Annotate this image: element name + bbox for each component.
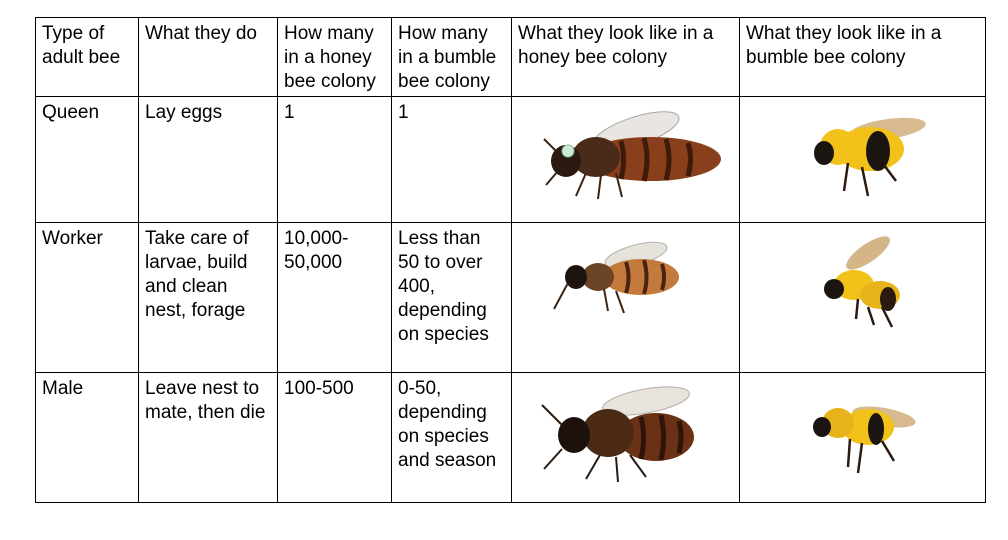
cell-bumble-count: Less than 50 to over 400, depending on species [392,223,512,373]
cell-honey-count: 100-500 [278,373,392,503]
table-row [36,373,986,503]
cell-honey-image [512,97,740,223]
cell-bumble-count: 1 [392,97,512,223]
bumble-bee-worker-image [808,227,918,337]
cell-honey-image [512,223,740,373]
table-header-row [36,18,986,97]
honey-bee-queen-image [526,101,726,206]
header-bumble-count: How many in a bumble bee colony [392,18,512,97]
table-row [36,97,986,223]
cell-role: Take care of larvae, build and clean nest, forage [139,223,278,373]
honey-bee-worker-image [546,227,706,322]
header-honey-count: How many in a honey bee colony [278,18,392,97]
header-role: What they do [139,18,278,97]
cell-type: Queen [36,97,139,223]
cell-honey-count: 1 [278,97,392,223]
cell-type: Male [36,373,139,503]
header-honey-look: What they look like in a honey bee colony [512,18,740,97]
cell-honey-count: 10,000-50,000 [278,223,392,373]
cell-type: Worker [36,223,139,373]
cell-bumble-image [740,223,986,373]
bumble-bee-male-image [798,377,928,482]
cell-bumble-image [740,373,986,503]
table-row [36,223,986,373]
cell-role: Lay eggs [139,97,278,223]
cell-role: Leave nest to mate, then die [139,373,278,503]
cell-bumble-count: 0-50, depending on species and season [392,373,512,503]
cell-bumble-image [740,97,986,223]
header-bumble-look: What they look like in a bumble bee colony [740,18,986,97]
bee-comparison-table [35,17,986,503]
header-type: Type of adult bee [36,18,139,97]
bumble-bee-queen-image [788,101,938,206]
cell-honey-image [512,373,740,503]
honey-bee-male-image [526,377,726,492]
